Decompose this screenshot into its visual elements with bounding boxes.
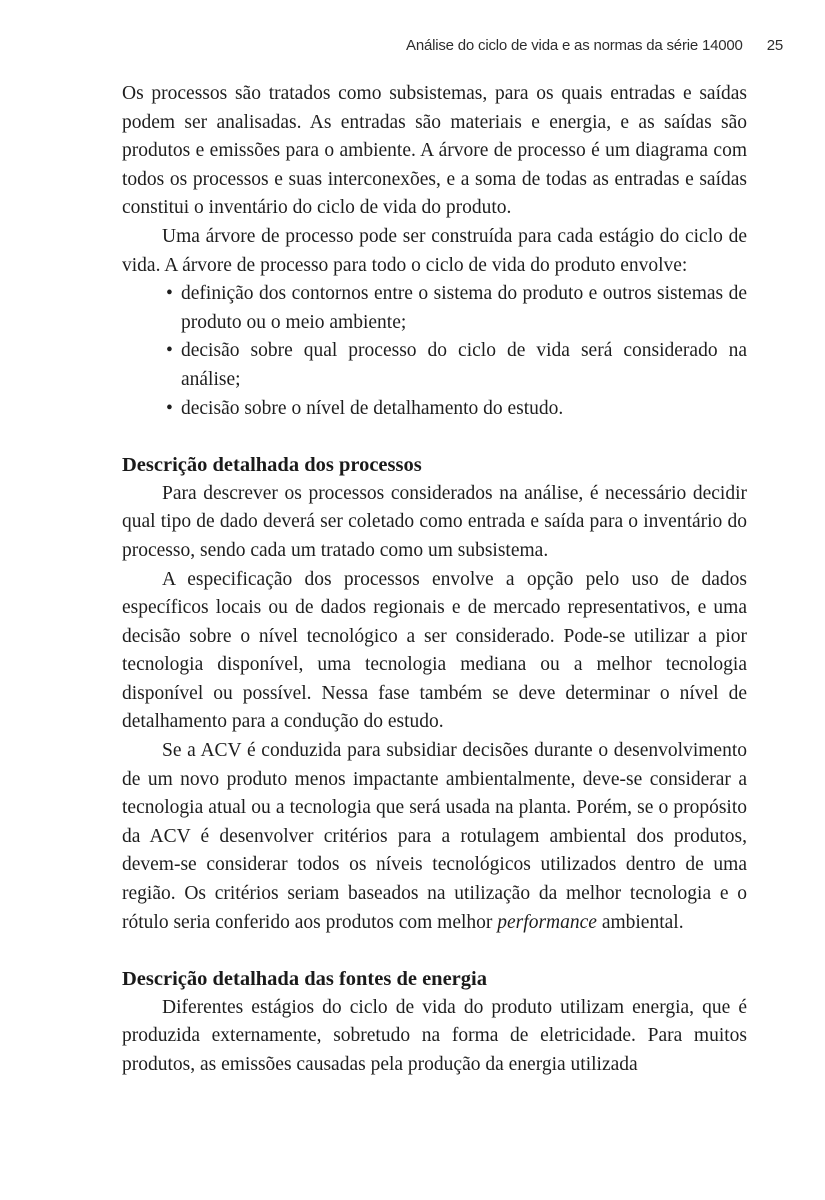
list-item [122, 280, 747, 337]
paragraph-process-specification: A especificação dos processos envolve a opção pelo uso de dados específicos locais ou de dados regionais e de mercado representativos, e uma decisão sobre o nível tecnológico a ser considerado. Pode-se utilizar a pior tecnologia disponível, uma tecnologia mediana ou a melhor tecnologia disponível ou possível. Nessa fase também se deve determinar o nível de detalhamento para a condução do estudo. [122, 568, 747, 733]
italic-term: performance [497, 911, 597, 933]
running-title: Análise do ciclo de vida e as normas da série 14000 [406, 37, 743, 54]
bullet-text: decisão sobre qual processo do ciclo de vida será considerado na análise; [181, 340, 747, 390]
paragraph-processes-subsystems: Os processos são tratados como subsistemas, para os quais entradas e saídas podem ser analisadas. As entradas são materiais e energia, e as saídas são produtos e emissões para o ambiente. A árvore de processo é um diagrama com todos os processos e suas interconexões, e a soma de todas as entradas e saídas constitui o inventário do ciclo de vida do produto. [122, 83, 747, 219]
bullet-icon: • [166, 340, 173, 362]
paragraph-text: ambiental. [596, 911, 684, 933]
page-content [122, 80, 747, 1080]
bullet-list [122, 280, 747, 423]
page-number: 25 [766, 37, 783, 54]
list-item [122, 337, 747, 394]
list-item [122, 395, 747, 424]
bullet-icon: • [166, 283, 173, 305]
page-header [122, 36, 783, 56]
bullet-text: definição dos contornos entre o sistema do produto e outros sistemas de produto ou o meio ambiente; [181, 283, 747, 333]
bullet-text: decisão sobre o nível de detalhamento do estudo. [181, 397, 564, 419]
paragraph-acv-decisions [122, 737, 747, 937]
paragraph-process-tree: Uma árvore de processo pode ser construída para cada estágio do ciclo de vida. A árvore de processo para todo o ciclo de vida do produto envolve: [122, 225, 747, 276]
section-heading-energy-sources: Descrição detalhada das fontes de energia [122, 968, 487, 991]
paragraph-text: Se a ACV é conduzida para subsidiar decisões durante o desenvolvimento de um novo produto menos impactante ambientalmente, deve-se considerar a tecnologia atual ou a tecnologia que será usada na planta. Porém, se o propósito da ACV é desenvolver critérios para a rotulagem ambiental dos produtos, devem-se considerar todos os níveis tecnológicos utilizados dentro de uma região. Os critérios seriam baseados na utilização da melhor tecnologia e o rótulo seria conferido aos produtos com melhor [122, 740, 747, 933]
paragraph-describe-processes: Para descrever os processos considerados na análise, é necessário decidir qual tipo de dado deverá ser coletado como entrada e saída para o inventário do processo, sendo cada um tratado como um subsistema. [122, 482, 747, 561]
bullet-icon: • [166, 397, 173, 419]
section-heading-processes: Descrição detalhada dos processos [122, 454, 422, 477]
paragraph-energy-stages: Diferentes estágios do ciclo de vida do produto utilizam energia, que é produzida externamente, sobretudo na forma de eletricidade. Para muitos produtos, as emissões causadas pela produção da energia utilizada [122, 996, 747, 1075]
